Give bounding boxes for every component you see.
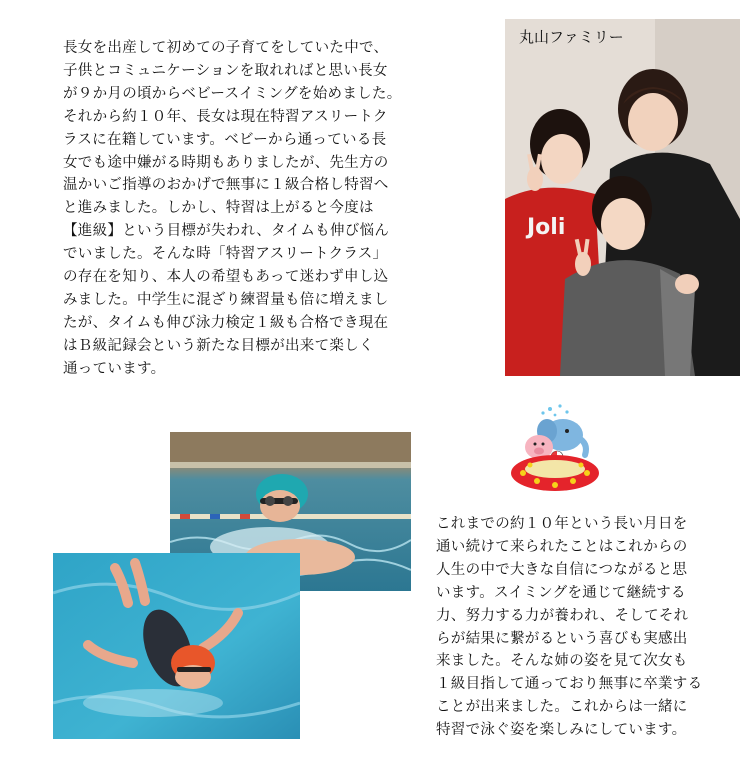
- story-line: みました。中学生に混ざり練習量も倍に増えまし: [63, 291, 389, 308]
- story-line: それから約１０年、長女は現在特習アスリートク: [63, 108, 388, 125]
- story-line: が９か月の頃からベビースイミングを始めました。: [63, 85, 402, 102]
- story-line: 長女を出産して初めての子育てをしていた中で、: [63, 40, 389, 56]
- story-line: います。スイミングを通じて継続する: [436, 584, 686, 601]
- story-line: の存在を知り、本人の希望もあって迷わず申し込: [63, 269, 389, 286]
- story-line: 子供とコミュニケーションを取れればと思い長女: [63, 62, 388, 79]
- story-line: ラスに在籍しています。ベビーから通っている長: [63, 131, 387, 148]
- story-parent-text: [63, 37, 402, 381]
- story-line: 温かいご指導のおかげで無事に１級合格し特習へ: [63, 177, 389, 194]
- story-line: らが結果に繋がるという喜びも実感出: [436, 630, 688, 647]
- story-line: 【進級】という目標が失われ、タイムも伸び悩ん: [63, 223, 390, 240]
- elephant-pig-float-illustration: [505, 403, 605, 495]
- family-photo: [505, 19, 740, 376]
- story-line: 人生の中で大きな自信につながると思: [436, 561, 688, 578]
- story-line: 来ました。そんな姉の姿を見て次女も: [436, 653, 688, 670]
- story-line: と進みました。しかし、特習は上がると今度は: [63, 200, 374, 217]
- family-photo-caption: 丸山ファミリー: [519, 28, 624, 46]
- story-closing-text: [436, 513, 702, 742]
- family-photo-illustration: [505, 19, 740, 376]
- story-line: 通っています。: [63, 360, 166, 377]
- story-line: 力、努力する力が養われ、そしてそれ: [436, 607, 689, 624]
- story-line: 通い続けて来られたことはこれからの: [436, 538, 688, 555]
- story-line: 特習で泳ぐ姿を楽しみにしています。: [436, 722, 687, 739]
- story-line: はＢ級記録会という新たな目標が出来て楽しく: [63, 337, 374, 354]
- sweater-text: Joli: [527, 215, 566, 240]
- story-line: １級目指して通っており無事に卒業する: [436, 676, 703, 693]
- story-line: これまでの約１０年という長い月日を: [436, 516, 688, 532]
- story-line: 女でも途中嫌がる時期もありましたが、先生方の: [63, 154, 389, 171]
- pool-photo-butterfly: [53, 553, 300, 739]
- story-line: たが、タイムも伸び泳力検定１級も合格でき現在: [63, 314, 389, 331]
- story-line: でいました。そんな時「特習アスリートクラス」: [63, 246, 388, 263]
- story-line: ことが出来ました。これからは一緒に: [436, 699, 688, 716]
